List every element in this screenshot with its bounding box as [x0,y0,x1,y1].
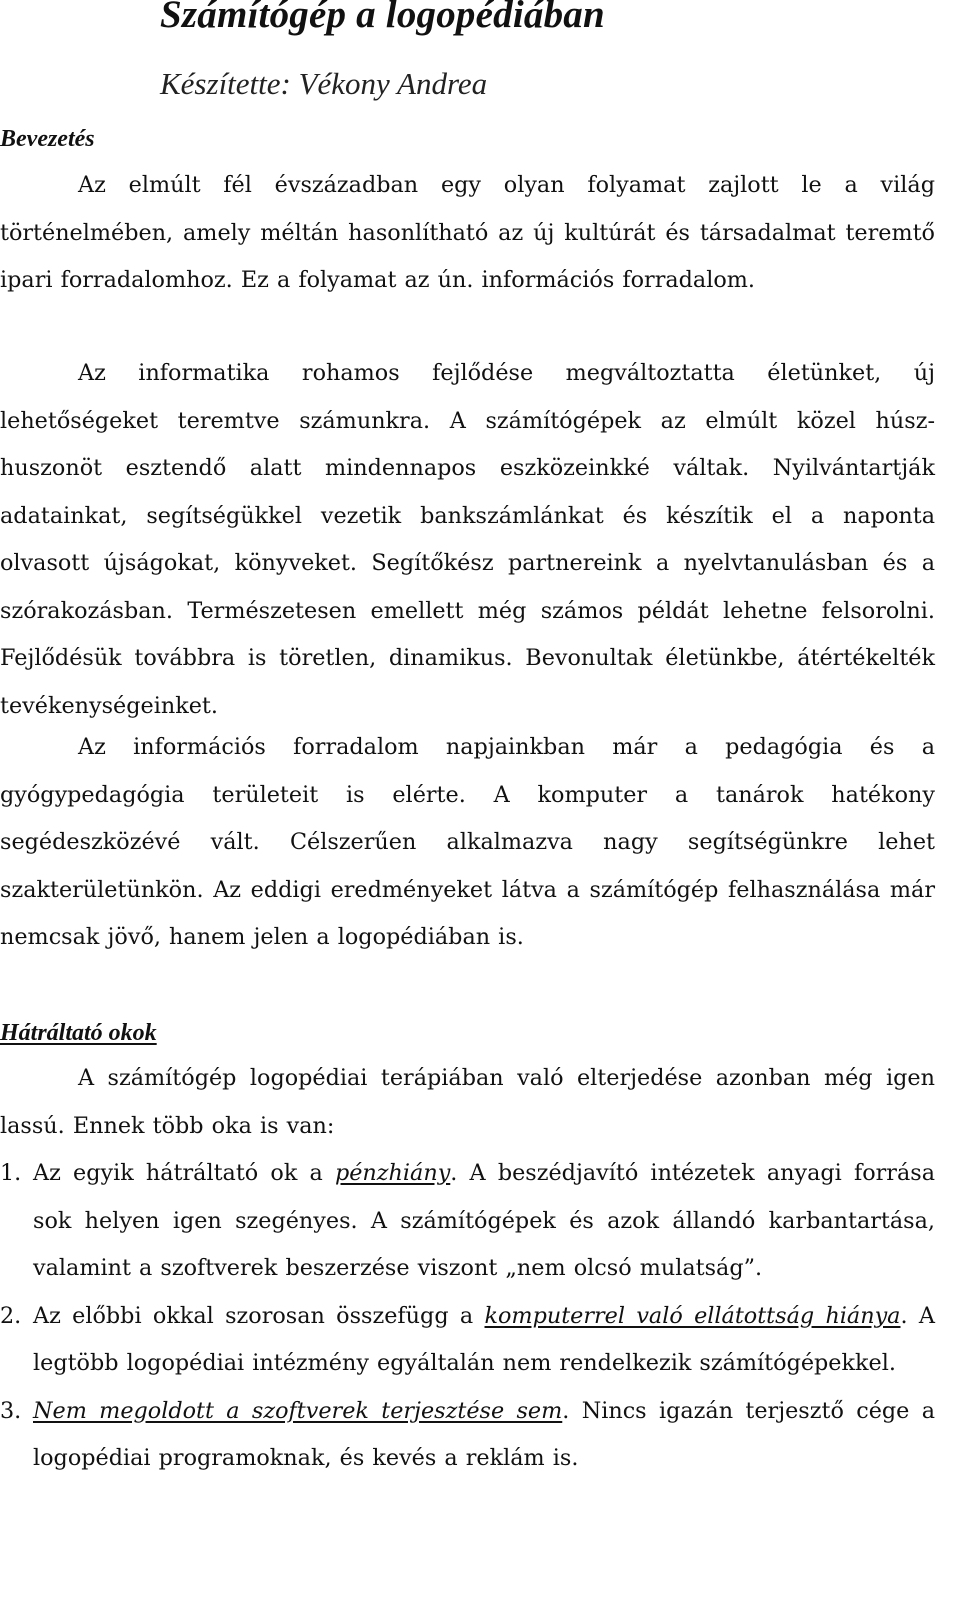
list-item-text-before: Az előbbi okkal szorosan összefügg a [33,1302,485,1329]
list-item-text-after: . A legtöbb logopédiai intézmény egyáltalán nem rendelkezik számítógépekkel. [33,1302,935,1376]
intro-paragraph-1: Az elmúlt fél évszázadban egy olyan folyamat zajlott le a világ történelmében, amely méltán hasonlítható az új kultúrát és társadalmat teremtő ipari forradalomhoz. Ez a folyamat az ún. információs forradalom. [0,172,935,293]
list-item-text-before: Az egyik hátráltató ok a [33,1160,335,1186]
list-item-number: 3. [0,1397,22,1424]
reasons-paragraph: A számítógép logopédiai terápiában való elterjedése azonban még igen lassú. Ennek több oka is van: [0,1065,935,1139]
intro-paragraph-2: Az informatika rohamos fejlődése megváltoztatta életünket, új lehetőségeket teremtve számunkra. A számítógépek az elmúlt közel húsz-huszonöt esztendő alatt mindennapos eszközeinkké váltak. Nyilvántartják adatainkat, segítségükkel vezetik bankszámlánkat és készítik el a naponta olvasott újságokat, könyveket. Segítőkész partnereink a nyelvtanulásban és a szórakozásban. Természetesen emellett még számos példát lehetne felsorolni. Fejlődésük továbbra is töretlen, dinamikus. Bevonultak életünkbe, átértékelték tevékenységeinket. [0,360,935,719]
reasons-list [0,1150,935,1483]
list-item-text-after: . A beszédjavító intézetek anyagi forrása sok helyen igen szegényes. A számítógépek és azok állandó karbantartása, valamint a szoftverek beszerzése viszont „nem olcsó mulatság”. [33,1160,935,1281]
intro-paragraph-3: Az információs forradalom napjainkban már a pedagógia és a gyógypedagógia területeit is elérte. A komputer a tanárok hatékony segédeszközévé vált. Célszerűen alkalmazva nagy segítségünkre lehet szakterületünkön. Az eddigi eredményeket látva a számítógép felhasználása már nemcsak jövő, hanem jelen a logopédiában is. [0,734,935,950]
list-item-emphasis: Nem megoldott a szoftverek terjesztése sem [33,1397,563,1424]
document-title: Számítógép a logopédiában [160,0,605,36]
list-item-text-after: . Nincs igazán terjesztő cége a logopédiai programoknak, és kevés a reklám is. [33,1397,935,1471]
list-item-number: 2. [0,1302,22,1329]
section-heading-intro: Bevezetés [0,126,95,152]
list-item [0,1150,935,1293]
list-item [0,1388,935,1483]
list-item-emphasis: pénzhiány [334,1160,451,1186]
section-heading-reasons: Hátráltató okok [0,1020,157,1046]
author-line: Készítette: Vékony Andrea [160,66,488,101]
list-item-emphasis: komputerrel való ellátottság hiánya [484,1302,901,1329]
list-item [0,1293,935,1388]
list-item-number: 1. [0,1160,22,1186]
